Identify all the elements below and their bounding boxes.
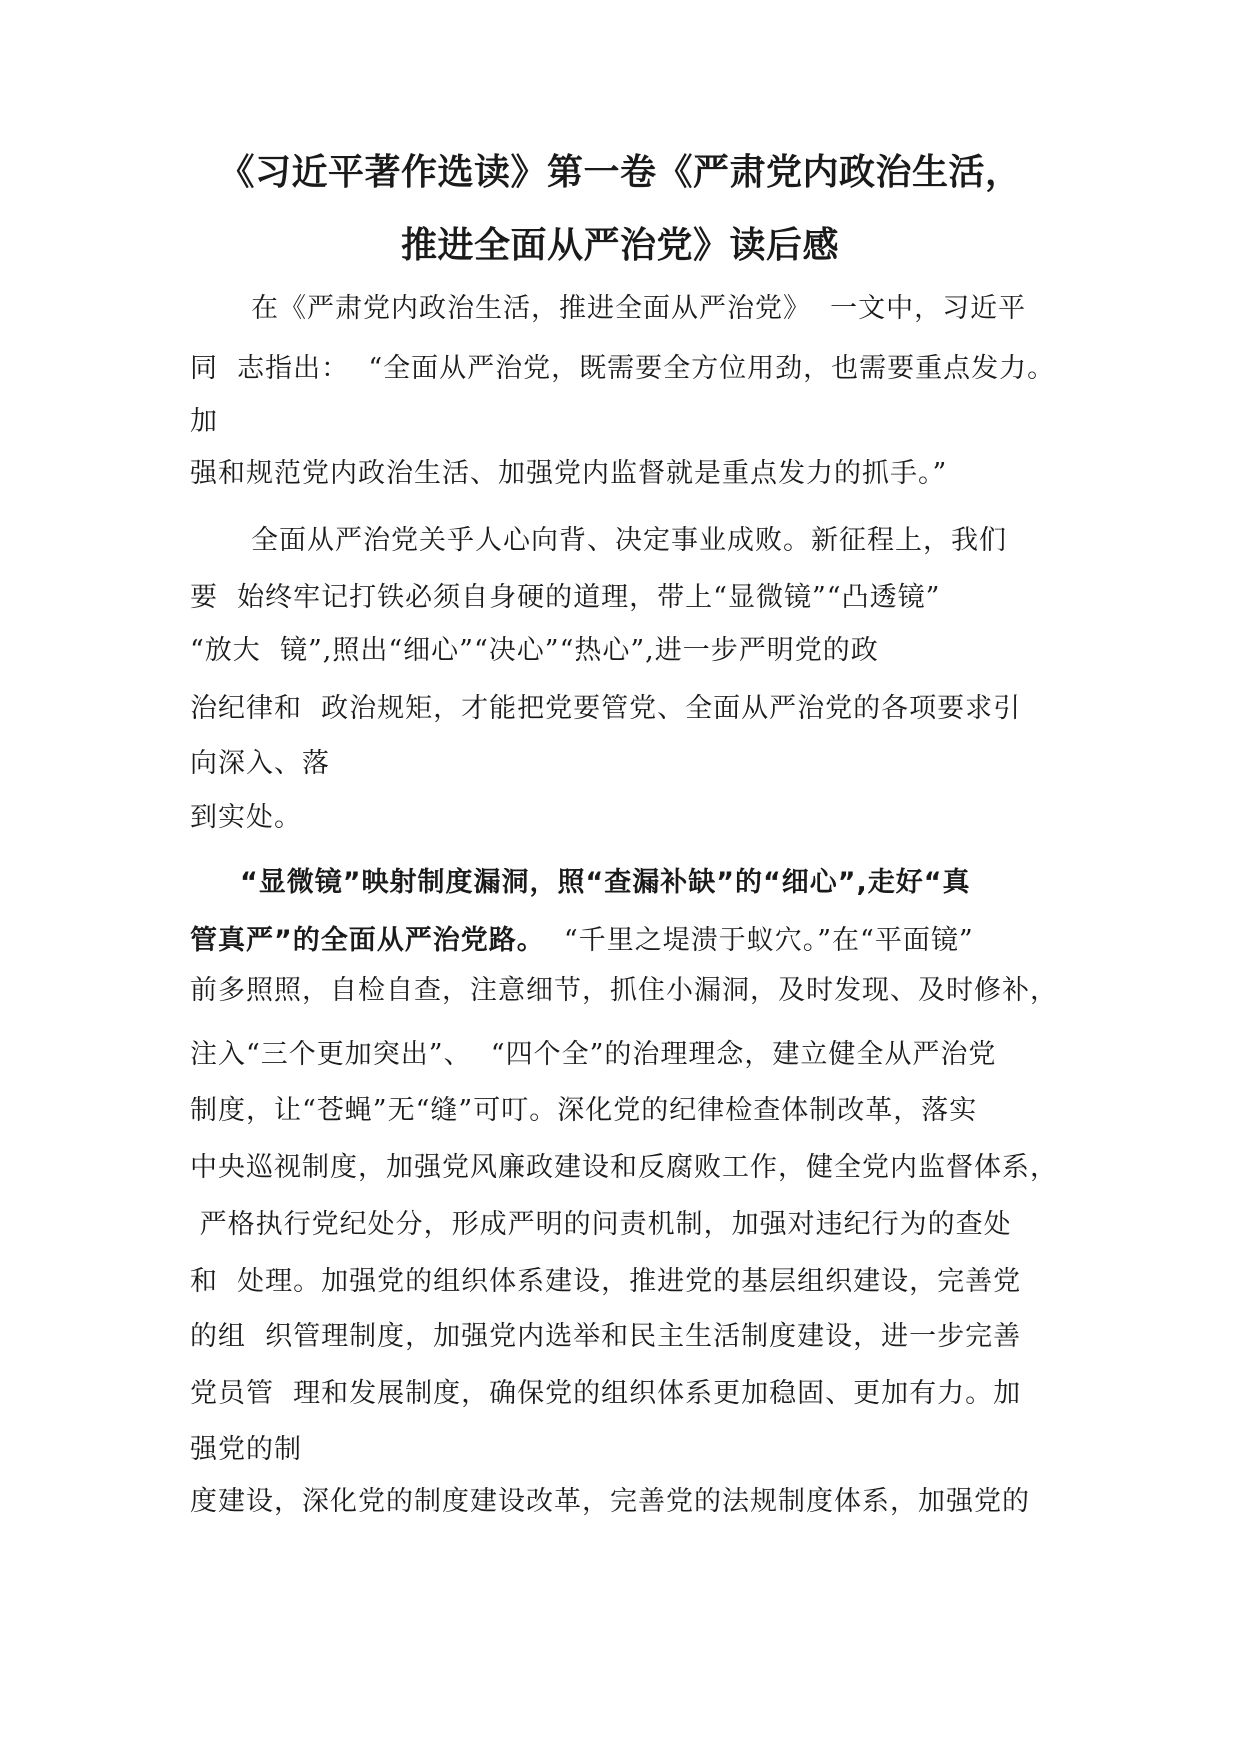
document-title-line-2: 推进全面从严治党》读后感	[400, 225, 839, 266]
text-line: 全面从严治党关乎人心向背、决定事业成败。新征程上，我们	[251, 525, 1007, 556]
text-line: 在《严肃党内政治生活，推进全面从严治党》 一文中，习近平	[251, 293, 1027, 324]
text-line: 治纪律和 政治规矩，才能把党要管党、全面从严治党的各项要求引	[190, 693, 1022, 724]
text-line: 中央巡视制度，加强党风廉政建设和反腐败工作，健全党内监督体系，	[190, 1152, 1058, 1183]
text-line: 到实处。	[190, 802, 302, 833]
text-line	[190, 923, 974, 959]
text-line: “放大 镜”,照出“细心”“决心”“热心”,进一步严明党的政	[190, 635, 879, 666]
text-line: 和 处理。加强党的组织体系建设，推进党的基层组织建设，完善党	[190, 1266, 1022, 1297]
document-title-line-1: 《习近平著作选读》第一卷《严肃党内政治生活，	[218, 152, 1022, 193]
text-line: 前多照照，自检自查，注意细节，抓住小漏洞，及时发现、及时修补，	[190, 975, 1058, 1006]
text-line: 强和规范党内政治生活、加强党内监督就是重点发力的抓手。”	[190, 458, 948, 489]
text-line: 加	[190, 406, 218, 437]
text-line: 制度，让“苍蝇”无“缝”可叮。深化党的纪律检查体制改革，落实	[190, 1095, 978, 1126]
text-line: 要 始终牢记打铁必须自身硬的道理，带上“显微镜”“凸透镜”	[190, 582, 941, 613]
text-line: 同 志指出： “全面从严治党，既需要全方位用劲，也需要重点发力。	[190, 353, 1056, 384]
text-line: 的组 织管理制度，加强党内选举和民主生活制度建设，进一步完善	[190, 1321, 1022, 1352]
text-line: 强党的制	[190, 1434, 302, 1465]
text-line: 度建设，深化党的制度建设改革，完善党的法规制度体系，加强党的	[190, 1486, 1030, 1517]
text-segment: “千里之堤溃于蚁穴。”在“平面镜”	[544, 925, 974, 956]
section-heading-tail: 管真严”的全面从严治党路。	[190, 925, 545, 956]
text-line: 严格执行党纪处分，形成严明的问责机制，加强对违纪行为的查处	[190, 1209, 1012, 1240]
section-heading-line: “显微镜”映射制度漏洞，照“查漏补缺”的“细心”,走好“真	[240, 867, 971, 898]
text-line: 党员管 理和发展制度，确保党的组织体系更加稳固、更加有力。加	[190, 1378, 1022, 1409]
text-line: 向深入、落	[190, 748, 330, 779]
text-line: 注入“三个更加突出”、 “四个全”的治理理念，建立健全从严治党	[190, 1039, 997, 1070]
